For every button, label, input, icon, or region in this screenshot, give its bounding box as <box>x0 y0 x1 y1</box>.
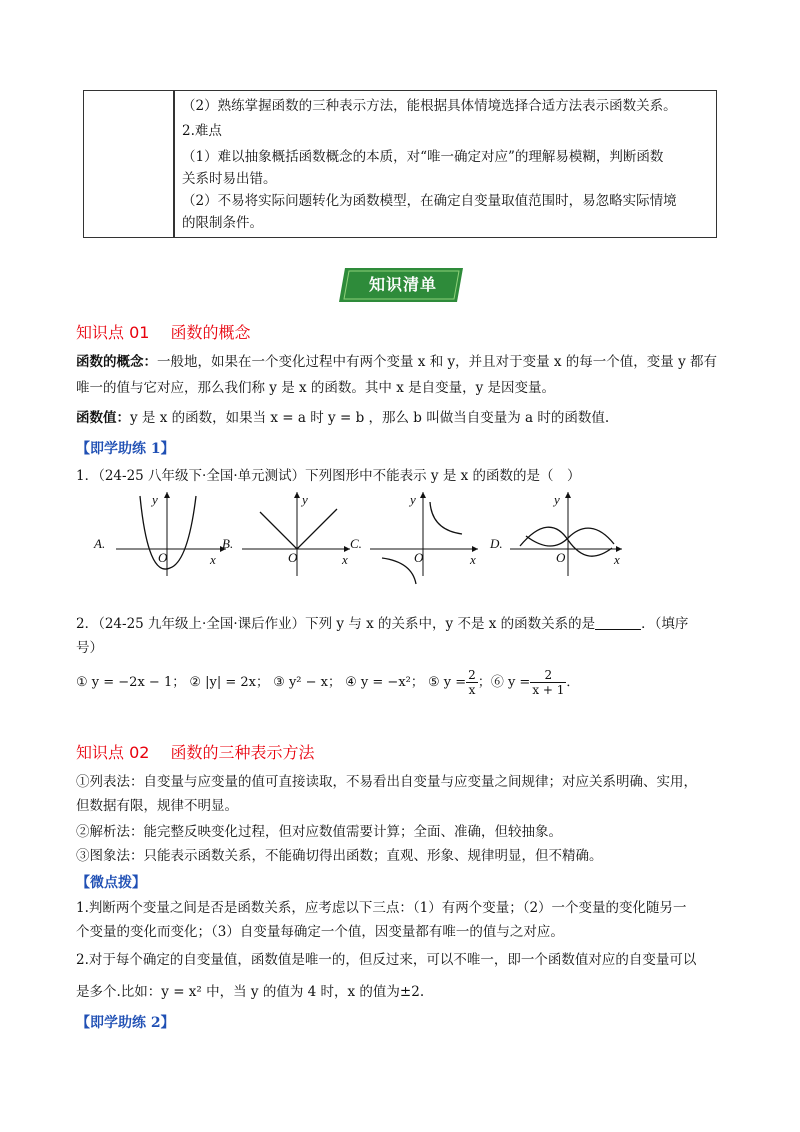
method-1-line1: ①列表法：自变量与应变量的值可直接读取，不易看出自变量与应变量之间规律；对应关系明确、实用， <box>76 774 697 790</box>
question-1: 1．（24-25 八年级下·全国·单元测试）下列图形中不能表示 y 是 x 的函数的是（ ） <box>76 468 581 484</box>
graph-b <box>222 488 362 582</box>
question-2-text: 2．（24-25 九年级上·全国·课后作业）下列 y 与 x 的关系中，y 不是 x 的函数关系的是 <box>76 616 596 632</box>
fraction-2-over-x: $\frac{2}{x}$ <box>468 668 476 697</box>
value-label: 函数值： <box>76 410 130 426</box>
graph-b-y-label: y <box>302 492 308 507</box>
kp1-concept-line2: 唯一的值与它对应，那么我们称 y 是 x 的函数。其中 x 是自变量，y 是因变量。 <box>76 380 556 396</box>
tip-label: 【微点拨】 <box>76 875 146 891</box>
kp1-value-line <box>76 408 609 428</box>
method-2: ②解析法：能完整反映变化过程，但对应数值需要计算；全面、准确，但较抽象。 <box>76 824 562 840</box>
graph-c-origin: O <box>414 550 424 565</box>
graph-c <box>350 488 490 582</box>
question-2-line1 <box>76 614 688 634</box>
method-1-line2: 但数据有限，规律不明显。 <box>76 798 238 814</box>
graph-a <box>88 488 228 582</box>
graph-d-y-label: y <box>554 492 560 507</box>
graph-c-x-label: x <box>470 552 476 567</box>
option-6: ；⑥ y = $\frac{2}{x + 1}$ ． <box>477 668 580 697</box>
graph-a-label: A. <box>94 536 106 551</box>
graph-a-x-label: x <box>210 552 216 567</box>
tip-1-line1: 1.判断两个变量之间是否是函数关系，应考虑以下三点：（1）有两个变量；（2）一个变量的变化随另一 <box>76 900 687 916</box>
graph-c-label: C. <box>350 536 362 551</box>
graph-b-label: B. <box>222 536 234 551</box>
question-2-line2: 号） <box>76 640 103 656</box>
kp2-heading: 知识点 02 函数的三种表示方法 <box>76 743 315 762</box>
question-2-options <box>76 668 579 698</box>
option-4: ④ y = −x²； <box>345 675 424 690</box>
graph-a-y-label: y <box>152 492 158 507</box>
graph-d-origin: O <box>556 550 566 565</box>
kp1-concept-line1 <box>76 352 717 372</box>
tip-2-line1: 2.对于每个确定的自变量值，函数值是唯一的，但反过来，可以不唯一，即一个函数值对应的自变量可以 <box>76 952 697 968</box>
table-column-divider <box>173 90 175 238</box>
fraction-2-over-x-plus-1: $\frac{2}{x + 1}$ <box>532 668 565 697</box>
knowledge-list-banner <box>339 266 467 304</box>
question-2-end: ．（填序 <box>641 616 689 632</box>
table-line: （1）难以抽象概括函数概念的本质，对“唯一确定对应”的理解易模糊，判断函数 <box>182 149 664 165</box>
graph-d-label: D. <box>490 536 503 551</box>
value-text: y 是 x 的函数，如果当 x = a 时 y = b ，那么 b 叫做当自变量为 a 时的函数值. <box>130 410 610 426</box>
concept-text: 一般地，如果在一个变化过程中有两个变量 x 和 y，并且对于变量 x 的每一个值，变量 y 都有 <box>157 354 718 370</box>
practice1-label: 【即学助练 1】 <box>76 441 175 457</box>
method-3: ③图象法：只能表示函数关系，不能确切得出函数；直观、形象、规律明显，但不精确。 <box>76 848 603 864</box>
table-line: 的限制条件。 <box>182 215 263 231</box>
concept-label: 函数的概念： <box>76 354 157 370</box>
tip-2-line2: 是多个.比如：y = x² 中，当 y 的值为 4 时，x 的值为±2. <box>76 984 425 1000</box>
graph-a-origin: O <box>158 550 168 565</box>
banner-title: 知识清单 <box>368 275 437 294</box>
graph-b-x-label: x <box>342 552 348 567</box>
table-line: 2.难点 <box>182 123 222 139</box>
tip-1-line2: 个变量的变化而变化；（3）自变量每确定一个值，因变量都有唯一的值与之对应。 <box>76 924 564 940</box>
option-1: ① y = −2x − 1； <box>76 675 186 690</box>
graph-c-y-label: y <box>410 492 416 507</box>
answer-blank[interactable] <box>595 615 641 630</box>
option-2: ② |y| = 2x； <box>189 675 270 690</box>
option-5: ⑤ y = $\frac{2}{x}$ <box>428 668 476 697</box>
kp1-heading: 知识点 01 函数的概念 <box>76 323 251 342</box>
table-line: （2）不易将实际问题转化为函数模型，在确定自变量取值范围时，易忽略实际情境 <box>182 193 677 209</box>
graph-d-x-label: x <box>614 552 620 567</box>
practice2-label: 【即学助练 2】 <box>76 1015 175 1031</box>
table-line: （2）熟练掌握函数的三种表示方法，能根据具体情境选择合适方法表示函数关系。 <box>182 98 677 114</box>
graph-b-origin: O <box>288 550 298 565</box>
graph-d <box>490 488 630 582</box>
option-3: ③ y² − x； <box>273 675 341 690</box>
table-line: 关系时易出错。 <box>182 171 277 187</box>
